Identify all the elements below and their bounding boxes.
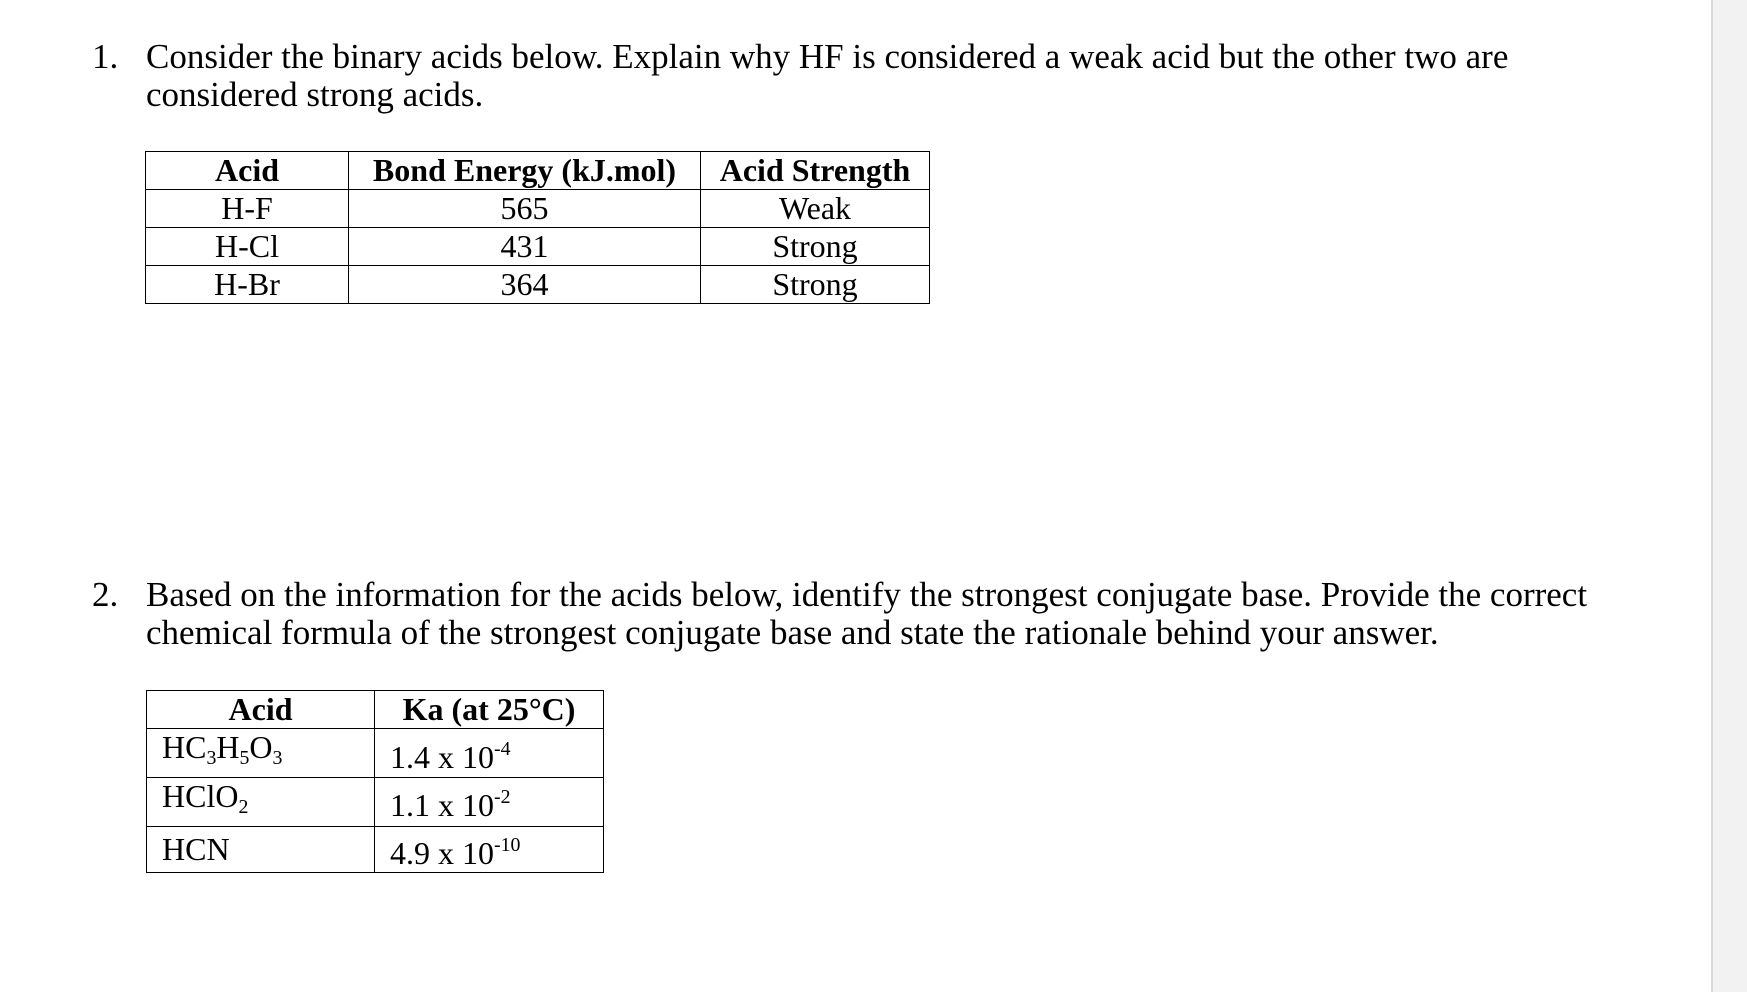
question-1 <box>92 38 1642 118</box>
bond-energy-table <box>145 151 930 304</box>
table-row <box>146 190 930 228</box>
question-2-number: 2. <box>92 575 119 614</box>
table-header-row <box>146 152 930 190</box>
column-header-acid-strength: Acid Strength <box>701 152 930 190</box>
table-row <box>147 729 604 778</box>
question-1-text: Consider the binary acids below. Explain why HF is considered a weak acid but the other two are considered strong acids. <box>146 37 1509 114</box>
question-2-text: Based on the information for the acids below, identify the strongest conjugate base. Provide the correct chemical formula of the strongest conjugate base and state the rationale behind your answer. <box>146 575 1588 652</box>
cell-acid-formula: HCN <box>147 826 375 872</box>
cell-acid: H-Br <box>146 266 349 304</box>
table-row <box>147 826 604 872</box>
table-row <box>146 228 930 266</box>
column-header-bond-energy: Bond Energy (kJ.mol) <box>349 152 701 190</box>
cell-acid-strength: Strong <box>701 266 930 304</box>
table-row <box>146 266 930 304</box>
cell-acid: H-Cl <box>146 228 349 266</box>
question-1-number: 1. <box>92 37 119 76</box>
cell-acid: H-F <box>146 190 349 228</box>
cell-bond-energy: 364 <box>349 266 701 304</box>
question-2 <box>92 576 1642 656</box>
table-header-row <box>147 691 604 729</box>
page-edge-divider <box>1711 0 1713 992</box>
column-header-acid: Acid <box>147 691 375 729</box>
cell-acid-strength: Strong <box>701 228 930 266</box>
ka-table <box>146 690 604 873</box>
cell-acid-formula: $HC_3H_5O_3$ <box>147 729 375 778</box>
column-header-acid: Acid <box>146 152 349 190</box>
cell-ka-value: 4.9 x $10^{-10}$ <box>375 826 604 872</box>
cell-ka-value: 1.4 x $10^{-4}$ <box>375 729 604 778</box>
cell-bond-energy: 431 <box>349 228 701 266</box>
cell-ka-value: 1.1 x $10^{-2}$ <box>375 777 604 826</box>
cell-acid-formula: HClO$_2$ <box>147 777 375 826</box>
column-header-ka: Ka (at 25°C) <box>375 691 604 729</box>
cell-bond-energy: 565 <box>349 190 701 228</box>
table-row <box>147 777 604 826</box>
cell-acid-strength: Weak <box>701 190 930 228</box>
